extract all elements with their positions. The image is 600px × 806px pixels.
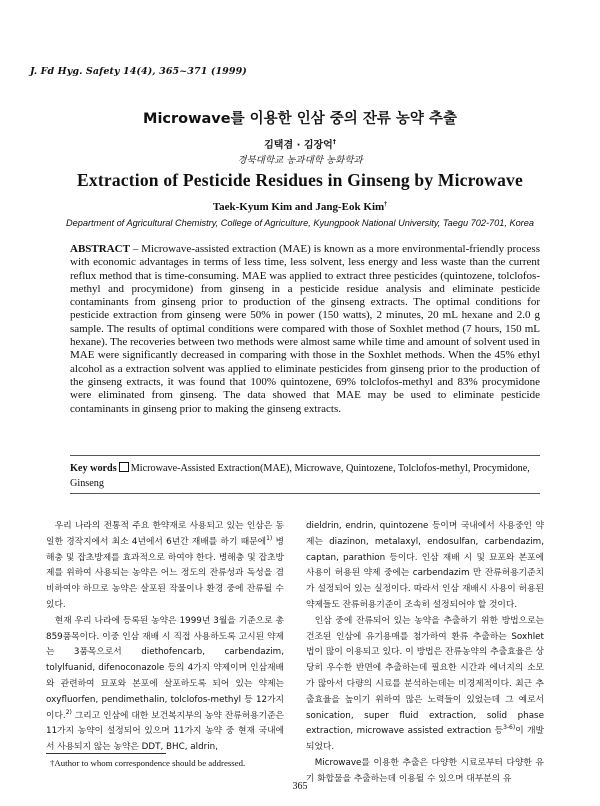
footnote-rule xyxy=(46,753,166,754)
keywords-label: Key words xyxy=(70,463,117,474)
citation-ref: 2) xyxy=(65,708,72,716)
footnote: †Author to whom correspondence should be addressed. xyxy=(50,758,246,768)
body-paragraph xyxy=(46,519,284,614)
body-paragraph xyxy=(306,614,544,756)
korean-authors xyxy=(0,136,600,151)
body-left-column xyxy=(46,519,284,756)
korean-affiliation: 경북대학교 농과대학 농화학과 xyxy=(237,155,363,166)
keywords-bottom-rule xyxy=(70,493,540,494)
text-span: 이 개발되었다. xyxy=(306,726,544,753)
body-paragraph: dieldrin, endrin, quintozene 등이며 국내에서 사용중인 약제는 diazinon, metalaxyl, endosulfan, carbendazim, captan, parathion 등이다. 인삼 재배 시 및 묘포와 본포에 사용이 허용된 약제 중에는 carbendazim 만 잔류허용기준치가 설정되어 있는 실정이다. 따라서 인삼 재배시 사용이 허용된 약제들도 잔류허용기준이 조속히 설정되어야 할 것이다. xyxy=(306,521,544,610)
korean-authors-names: 김택겸 · 김장억 xyxy=(264,140,333,151)
page-number: 365 xyxy=(292,781,308,792)
citation-ref: 1) xyxy=(266,534,273,542)
citation-ref: 3-6) xyxy=(503,724,516,732)
abstract xyxy=(70,243,540,416)
english-author-mark: † xyxy=(384,201,388,208)
english-affiliation: Department of Agricultural Chemistry, College of Agriculture, Kyungpook National University, Taegu 702-701, Korea xyxy=(66,218,534,228)
korean-title: Microwave를 이용한 인삼 중의 잔류 농약 추출 xyxy=(143,111,457,127)
body-paragraph: Microwave를 이용한 추출은 다양한 시료로부터 다양한 유기 화합물을 추출하는데 이용될 수 있으며 대부분의 유 xyxy=(306,757,544,784)
text-span: 우리 나라의 전통적 주요 한약재로 사용되고 있는 인삼은 동일한 경작지에서 최소 4년에서 6년간 재배를 하기 때문에 xyxy=(46,521,284,547)
checkbox-square-icon xyxy=(119,462,129,472)
abstract-text: – Microwave-assisted extraction (MAE) is known as a more environmental-friendly process with economic advantages in terms of less time, less solvent, less energy and less waste than the current reflux method that is time-consuming. MAE was applied to extract three pesticides (quintozene, tolclofos-methyl and procymidone) from ginseng in a pesticide residue analysis and eliminate pesticide contaminants from ginseng prior to production of the ginseng extracts. The optimal conditions for pesticide extraction from ginseng were 50% in power (150 watts), 2 minutes, 20 mL hexane and 2.0 g sample. The results of optimal conditions were compared with those of Soxhlet method (7 hours, 150 mL hexane). The recoveries between two methods were almost same while time and amount of solvent used in MAE were significantly decreased in comparing with those in the Soxhlet methods. When the 45% ethyl alcohol as a extraction solvent was applied to eliminate pesticides from ginseng prior to the production of the ginseng extracts, it was found that 100% quintozene, 69% tolclofos-methyl and 83% procymidone were eliminated from ginseng. The data showed that MAE may be used to eliminate pesticide contaminants in ginseng prior to making the ginseng extracts. xyxy=(70,243,540,415)
keywords-top-rule xyxy=(70,455,540,456)
english-authors xyxy=(0,201,600,213)
text-span: 그리고 인삼에 대한 보건복지부의 농약 잔류허용기준은 11가지 농약이 설정되어 있으며 11가지 농약 중 현재 국내에서 사용되지 않는 농약은 DDT, BHC, aldrin, xyxy=(46,710,284,753)
journal-citation: J. Fd Hyg. Safety 14(4), 365~371 (1999) xyxy=(30,66,247,77)
korean-author-mark: † xyxy=(332,138,336,146)
text-span: 인삼 중에 잔류되어 있는 농약을 추출하기 위한 방법으로는 건조된 인삼에 유기용매를 첨가하여 환류 추출하는 Soxhlet 법이 많이 이용되고 있다. 이 방법은 잔류농약의 추출효율은 상당히 우수한 반면에 추출하는데 필요한 시간과 에너지의 소모가 많아서 다량의 시료를 분석하는데는 비경제적이다. 최근 추출효율을 높이기 위하여 많은 노력들이 있었는데 그 예로서 sonication, super fluid extraction, solid phase extraction, microwave assisted extraction 등 xyxy=(306,615,544,737)
keywords xyxy=(70,461,540,491)
text-span: 현재 우리 나라에 등록된 농약은 1999년 3월을 기준으로 총 859품목이다. 이중 인삼 재배 시 직접 사용하도록 고시된 약제는 3품목으로서 diethofencarb, carbendazim, tolylfuanid, difenoconazole 등의 4가지 약제이며 인삼재배와 관련하여 묘포와 본포에 살포하도록 되어 있는 약제는 oxyfluorfen, pendimethalin, tolclofos-methyl 등 12가지이다. xyxy=(46,615,284,721)
abstract-heading: ABSTRACT xyxy=(70,243,130,255)
english-title: Extraction of Pesticide Residues in Ginseng by Microwave xyxy=(77,170,523,190)
english-authors-names: Taek-Kyum Kim and Jang-Eok Kim xyxy=(212,201,385,213)
body-paragraph xyxy=(46,614,284,756)
text-span: 병해충 및 잡초방제를 효과적으로 하여야 한다. 병해충 및 잡초방제를 위하여 사용되는 농약은 어느 정도의 잔류성과 독성을 겸비하여야 하므로 농약은 살포된 작물이나 환경 중에 잔류될 수 있다. xyxy=(46,536,285,610)
keywords-text: Microwave-Assisted Extraction(MAE), Microwave, Quintozene, Tolclofos-methyl, Procymidone, Ginseng xyxy=(70,463,530,489)
body-right-column xyxy=(306,519,544,788)
